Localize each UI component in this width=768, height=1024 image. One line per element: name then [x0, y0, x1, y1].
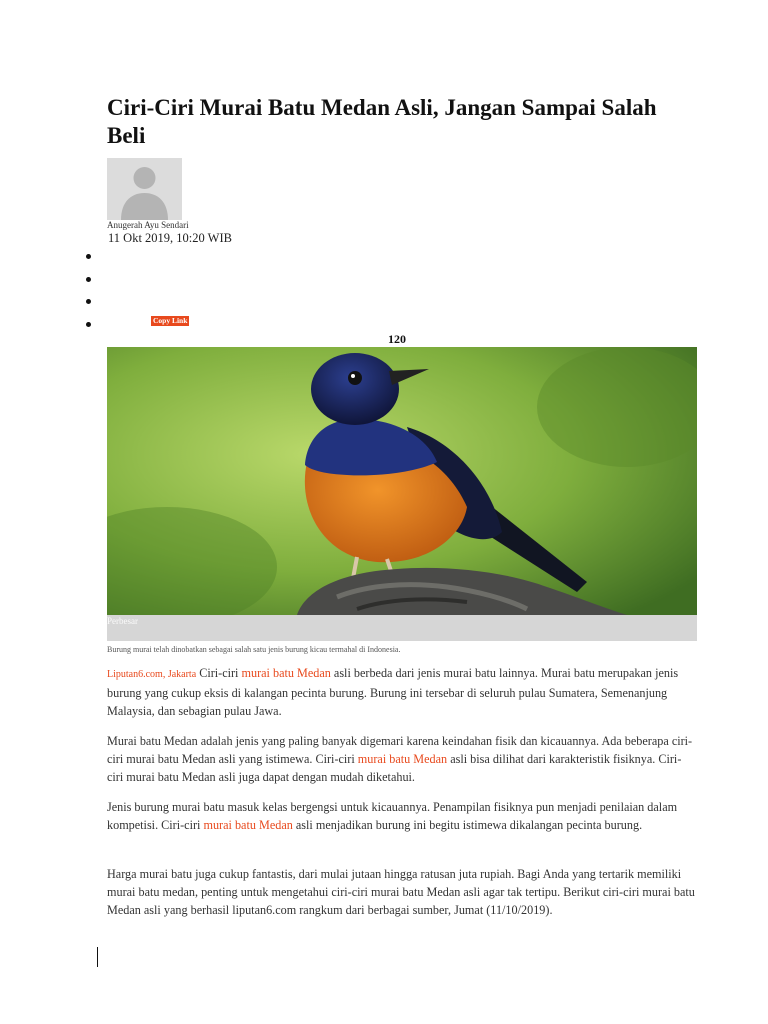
bullet-icon — [86, 299, 91, 304]
enlarge-bar[interactable] — [107, 615, 697, 641]
keyword-link[interactable]: murai batu Medan — [241, 666, 331, 680]
author-name[interactable]: Anugerah Ayu Sendari — [107, 220, 189, 230]
article-photo[interactable] — [107, 347, 697, 615]
bullet-icon — [86, 322, 91, 327]
paragraph-3 — [107, 798, 697, 834]
paragraph-text: Jenis burung murai batu masuk kelas bergengsi untuk kicauannya. Penampilan fisiknya pun menjadi penilaian dalam kompetisi. Ciri-ciri — [107, 800, 678, 832]
enlarge-label[interactable]: Perbesar — [107, 616, 138, 626]
copy-link-button[interactable]: Copy Link — [153, 316, 188, 325]
paragraph-text: Murai batu Medan adalah jenis yang paling banyak digemari karena keindahan fisik dan kicauannya. Ada beberapa ciri-ciri murai batu Medan asli yang istimewa. Ciri-ciri — [107, 734, 693, 766]
text-cursor — [97, 947, 98, 967]
share-item-3[interactable] — [86, 299, 94, 307]
author-avatar[interactable] — [107, 158, 182, 220]
publish-date: 11 Okt 2019, 10:20 WIB — [108, 231, 232, 245]
share-count: 120 — [388, 332, 406, 346]
paragraph-text: asli berbeda dari jenis murai batu lainnya. Murai batu merupakan jenis burung yang cukup eksis di kalangan pecinta burung. Burung ini tersebar di seluruh pulau Sumatera, Semenanjung Malaysia, dan sebagian pulau Jawa. — [107, 666, 679, 718]
dateline: Liputan6.com, Jakarta — [107, 669, 197, 680]
share-item-2[interactable] — [86, 277, 94, 285]
paragraph-2 — [107, 732, 697, 786]
keyword-link[interactable]: murai batu Medan — [203, 818, 293, 832]
paragraph-text: Ciri-ciri — [196, 666, 242, 680]
bird-photo — [107, 347, 697, 615]
paragraph-text: asli menjadikan burung ini begitu istimewa dikalangan pecinta burung. — [292, 818, 643, 832]
bullet-icon — [86, 254, 91, 259]
paragraph-4: Harga murai batu juga cukup fantastis, dari mulai jutaan hingga ratusan juta rupiah. Bagi Anda yang tertarik memiliki murai batu medan, penting untuk mengetahui ciri-ciri murai batu Medan asli agar tak tertipu. Berikut ciri-ciri murai batu Medan asli yang berhasil liputan6.com rangkum dari berbagai sumber, Jumat (11/10/2019). — [107, 867, 695, 917]
keyword-link[interactable]: murai batu Medan — [357, 752, 448, 766]
share-item-1[interactable] — [86, 254, 94, 262]
share-item-4[interactable] — [86, 322, 94, 330]
avatar-placeholder-icon — [107, 158, 182, 220]
paragraph-1 — [107, 664, 697, 720]
photo-caption: Burung murai telah dinobatkan sebagai salah satu jenis burung kicau termahal di Indonesia. — [107, 645, 401, 654]
paragraph-text: asli bisa dilihat dari karakteristik fisiknya. Ciri-ciri murai batu Medan asli juga dapat dengan mudah diketahui. — [107, 752, 682, 784]
article-title: Ciri-Ciri Murai Batu Medan Asli, Jangan Sampai Salah Beli — [107, 95, 657, 148]
bullet-icon — [86, 277, 91, 282]
